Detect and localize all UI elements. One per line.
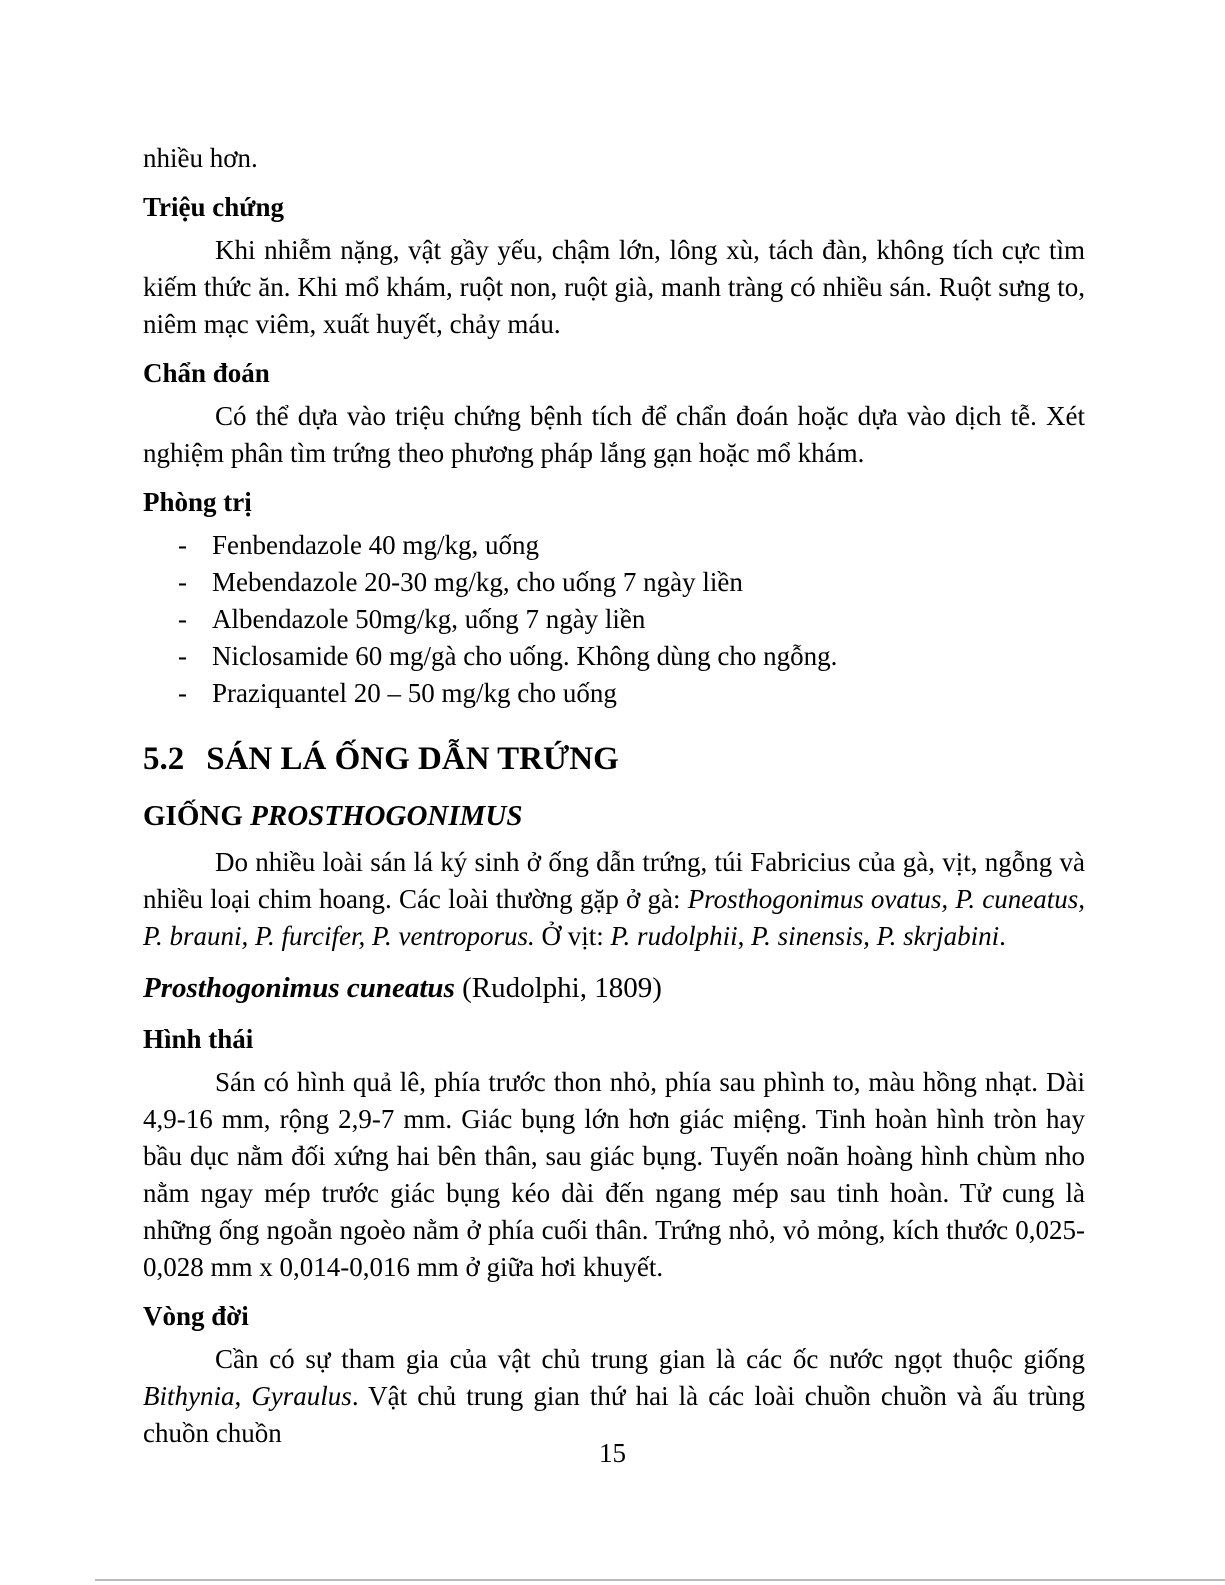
list-bullet: - bbox=[178, 604, 187, 634]
text-run: Cần có sự tham gia của vật chủ trung gian là các ốc nước ngọt thuộc giống bbox=[215, 1344, 1085, 1374]
treatment-list bbox=[143, 527, 1085, 712]
paragraph-intro-tail: nhiều hơn. bbox=[143, 143, 258, 173]
paragraph-trieu-chung: Khi nhiễm nặng, vật gầy yếu, chậm lớn, lông xù, tách đàn, không tích cực tìm kiếm thức ăn. Khi mổ khám, ruột non, ruột già, manh tràng có nhiều sán. Ruột sưng to, niêm mạc viêm, xuất huyết, chảy máu. bbox=[143, 235, 1085, 339]
list-bullet: - bbox=[178, 530, 187, 560]
species-name: Prosthogonimus cuneatus bbox=[143, 972, 455, 1004]
paragraph-genus-overview bbox=[143, 844, 1085, 955]
species-italic: P. rudolphii bbox=[610, 921, 738, 951]
text-run: Ở vịt: bbox=[534, 921, 611, 951]
list-item-text: Albendazole 50mg/kg, uống 7 ngày liền bbox=[212, 604, 646, 634]
heading-trieu-chung: Triệu chứng bbox=[143, 192, 284, 222]
text-run: , bbox=[234, 1381, 252, 1411]
list-item-fenbendazole bbox=[143, 527, 1085, 564]
list-item-text: Fenbendazole 40 mg/kg, uống bbox=[212, 530, 539, 560]
text-run: . bbox=[999, 921, 1006, 951]
heading-species-cuneatus bbox=[143, 967, 1085, 1009]
species-list-italic: Prosthogonimus ovatus, P. cuneatus, P. brauni, P. furcifer, P. ventroporus. bbox=[143, 884, 1085, 951]
list-item-text: Mebendazole 20-30 mg/kg, cho uống 7 ngày liền bbox=[212, 567, 743, 597]
page-number: 15 bbox=[599, 1438, 626, 1468]
section-title: SÁN LÁ ỐNG DẪN TRỨNG bbox=[206, 741, 619, 777]
genus-italic: Gyraulus bbox=[251, 1381, 352, 1411]
heading-genus-prosthogonimus bbox=[143, 796, 1085, 836]
paragraph-hinh-thai: Sán có hình quả lê, phía trước thon nhỏ, phía sau phình to, màu hồng nhạt. Dài 4,9-16 mm, rộng 2,9-7 mm. Giác bụng lớn hơn giác miệng. Tinh hoàn hình tròn hay bầu dục nằm đối xứng hai bên thân, sau giác bụng. Tuyến noãn hoàng hình chùm nho nằm ngay mép trước giác bụng kéo dài đến ngang mép sau tinh hoàn. Tử cung là những ống ngoằn ngoèo nằm ở phía cuối thân. Trứng nhỏ, vỏ mỏng, kích thước 0,025-0,028 mm x 0,014-0,016 mm ở giữa hơi khuyết. bbox=[143, 1067, 1085, 1282]
list-item-niclosamide bbox=[143, 638, 1085, 675]
list-item-text: Niclosamide 60 mg/gà cho uống. Không dùng cho ngỗng. bbox=[212, 641, 838, 671]
paragraph-vong-doi bbox=[143, 1341, 1085, 1452]
list-bullet: - bbox=[178, 567, 187, 597]
heading-hinh-thai: Hình thái bbox=[143, 1024, 254, 1054]
heading-section-5-2 bbox=[143, 736, 1085, 782]
text-run: , bbox=[737, 921, 752, 951]
section-number: 5.2 bbox=[143, 741, 185, 777]
text-run: Do nhiều loài sán lá ký sinh ở ống dẫn trứng, túi Fabricius của gà, vịt, ngỗng và nhiều loại chim hoang. Các loài thường gặp ở gà: bbox=[143, 847, 1085, 914]
list-item-praziquantel bbox=[143, 675, 1085, 712]
bottom-divider-line bbox=[95, 1579, 1225, 1581]
list-item-albendazole bbox=[143, 601, 1085, 638]
species-list-italic: P. sinensis, P. skrjabini bbox=[751, 921, 1000, 951]
heading-vong-doi: Vòng đời bbox=[143, 1301, 249, 1331]
list-bullet: - bbox=[178, 641, 187, 671]
heading-phong-tri: Phòng trị bbox=[143, 487, 252, 517]
heading-chan-doan: Chẩn đoán bbox=[143, 358, 270, 388]
species-authority: (Rudolphi, 1809) bbox=[454, 972, 662, 1004]
list-item-mebendazole bbox=[143, 564, 1085, 601]
paragraph-chan-doan: Có thể dựa vào triệu chứng bệnh tích để chẩn đoán hoặc dựa vào dịch tễ. Xét nghiệm phân tìm trứng theo phương pháp lắng gạn hoặc mổ khám. bbox=[143, 401, 1085, 468]
text-run: . Vật chủ trung gian thứ hai là các loài chuồn chuồn và ấu trùng chuồn chuồn bbox=[143, 1381, 1085, 1448]
genus-heading-prefix: GIỐNG bbox=[143, 800, 251, 832]
list-item-text: Praziquantel 20 – 50 mg/kg cho uống bbox=[212, 678, 617, 708]
list-bullet: - bbox=[178, 678, 187, 708]
genus-heading-name: PROSTHOGONIMUS bbox=[250, 800, 523, 832]
genus-italic: Bithynia bbox=[143, 1381, 235, 1411]
